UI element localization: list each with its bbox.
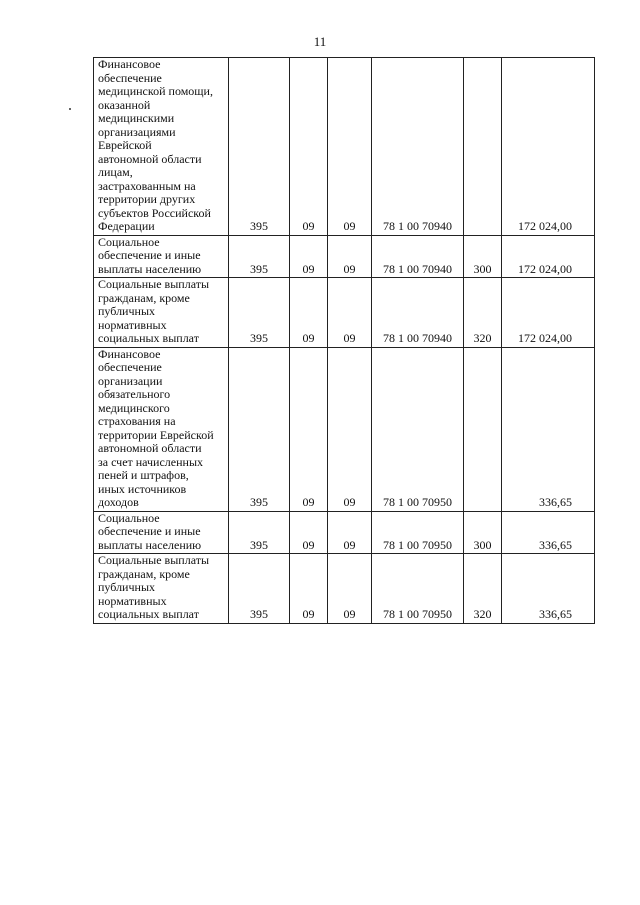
amount: 336,65 <box>502 511 595 554</box>
subsection-code: 09 <box>328 511 372 554</box>
subsection-code: 09 <box>328 58 372 236</box>
ministry-code: 395 <box>229 58 290 236</box>
table-row <box>94 58 595 236</box>
subsection-code: 09 <box>328 278 372 348</box>
table-row <box>94 235 595 278</box>
budget-table <box>93 57 595 624</box>
target-article-code: 78 1 00 70950 <box>372 347 464 511</box>
scan-speck <box>69 108 71 110</box>
section-code: 09 <box>290 58 328 236</box>
amount: 172 024,00 <box>502 278 595 348</box>
row-name: Социальные выплаты гражданам, кроме публичных нормативных социальных выплат <box>94 278 229 348</box>
amount: 336,65 <box>502 347 595 511</box>
ministry-code: 395 <box>229 511 290 554</box>
section-code: 09 <box>290 511 328 554</box>
section-code: 09 <box>290 278 328 348</box>
section-code: 09 <box>290 347 328 511</box>
amount: 172 024,00 <box>502 235 595 278</box>
expense-type-code: 320 <box>464 554 502 624</box>
row-name: Финансовое обеспечение медицинской помощи, оказанной медицинскими организациями Еврейской автономной области лицам, застрахованным на территории других субъектов Российской Федерации <box>94 58 229 236</box>
subsection-code: 09 <box>328 554 372 624</box>
section-code: 09 <box>290 554 328 624</box>
ministry-code: 395 <box>229 278 290 348</box>
expense-type-code: 320 <box>464 278 502 348</box>
amount: 336,65 <box>502 554 595 624</box>
table-row <box>94 278 595 348</box>
table-row <box>94 511 595 554</box>
expense-type-code <box>464 347 502 511</box>
ministry-code: 395 <box>229 235 290 278</box>
expense-type-code <box>464 58 502 236</box>
target-article-code: 78 1 00 70950 <box>372 554 464 624</box>
target-article-code: 78 1 00 70940 <box>372 58 464 236</box>
row-name: Социальное обеспечение и иные выплаты населению <box>94 235 229 278</box>
target-article-code: 78 1 00 70950 <box>372 511 464 554</box>
expense-type-code: 300 <box>464 511 502 554</box>
ministry-code: 395 <box>229 347 290 511</box>
subsection-code: 09 <box>328 235 372 278</box>
section-code: 09 <box>290 235 328 278</box>
target-article-code: 78 1 00 70940 <box>372 235 464 278</box>
row-name: Социальное обеспечение и иные выплаты населению <box>94 511 229 554</box>
table-row <box>94 347 595 511</box>
row-name: Финансовое обеспечение организации обязательного медицинского страхования на территории Еврейской автономной области за счет начисленных пеней и штрафов, иных источников доходов <box>94 347 229 511</box>
row-name: Социальные выплаты гражданам, кроме публичных нормативных социальных выплат <box>94 554 229 624</box>
expense-type-code: 300 <box>464 235 502 278</box>
amount: 172 024,00 <box>502 58 595 236</box>
subsection-code: 09 <box>328 347 372 511</box>
ministry-code: 395 <box>229 554 290 624</box>
table-row <box>94 554 595 624</box>
target-article-code: 78 1 00 70940 <box>372 278 464 348</box>
page-number: 11 <box>313 34 327 49</box>
